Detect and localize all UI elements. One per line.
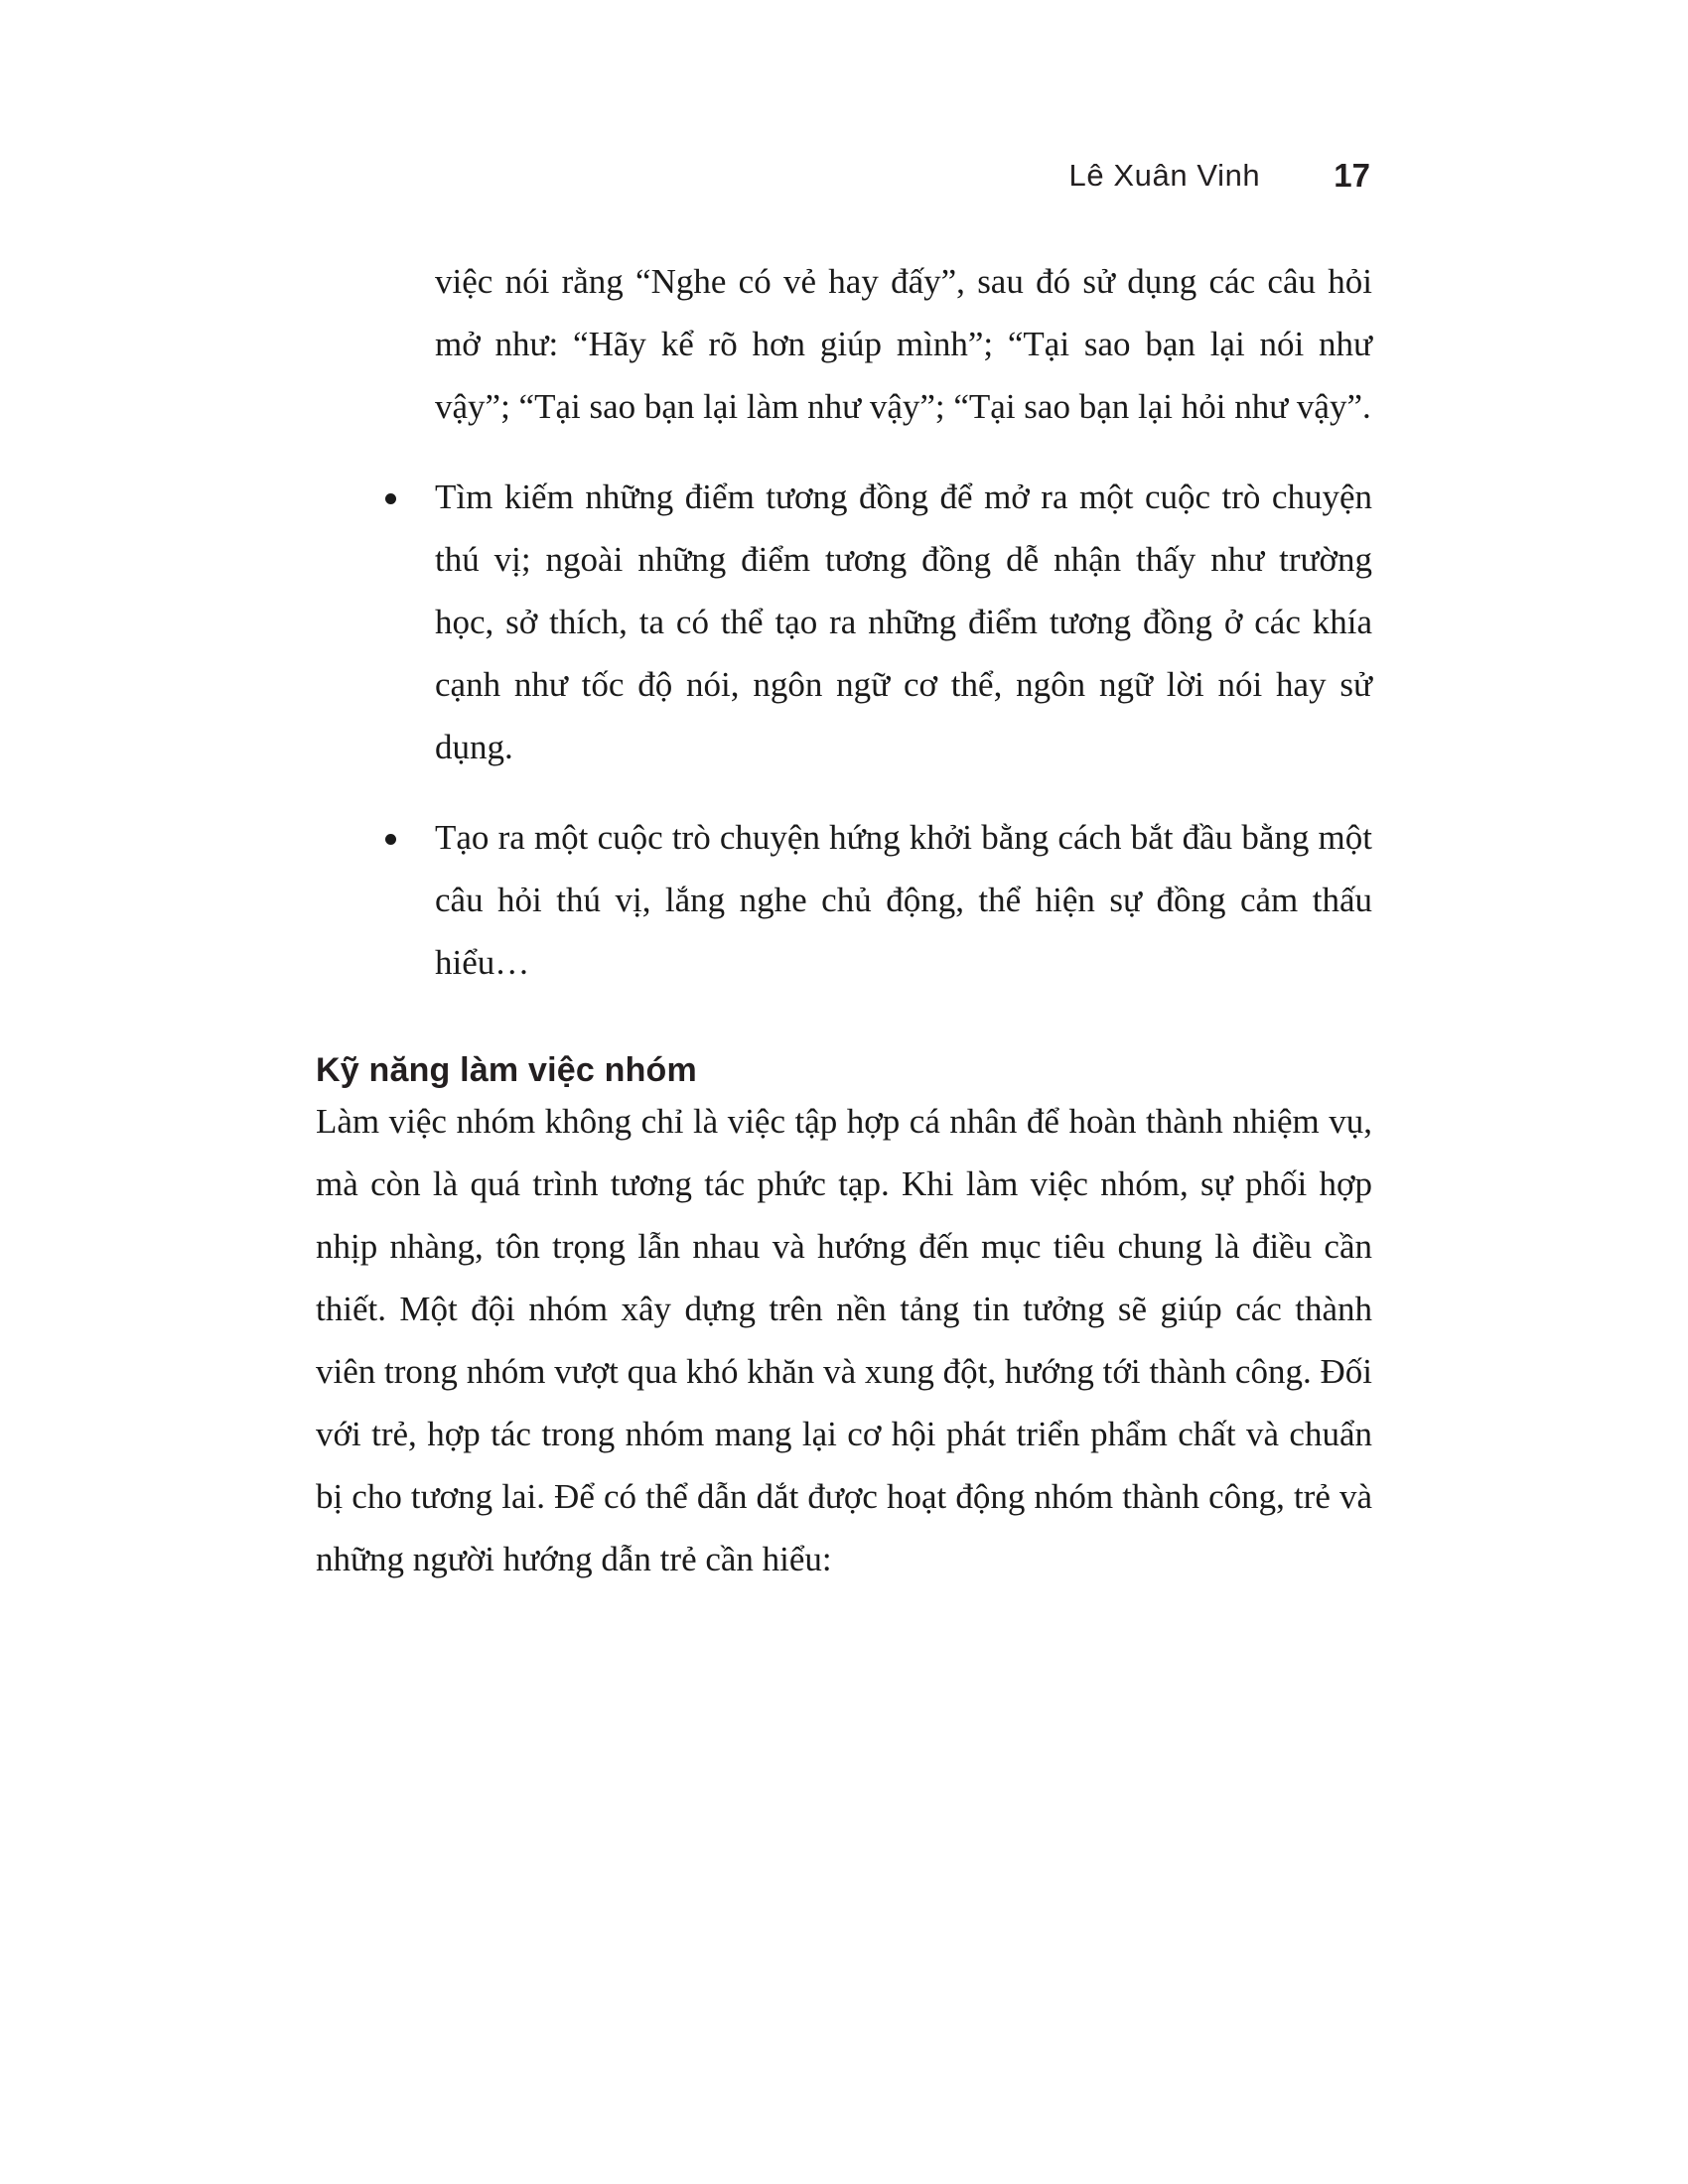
four-pointed-star-icon [1286,165,1308,187]
list-item: Tìm kiếm những điểm tương đồng để mở ra một cuộc trò chuyện thú vị; ngoài những điểm tương đồng dễ nhận thấy như trường học, sở thích, ta có thể tạo ra những điểm tương đồng ở các khía cạnh như tốc độ nói, ngôn ngữ cơ thể, ngôn ngữ lời nói hay sử dụng. [316,466,1372,778]
closing-paragraph: Làm việc nhóm không chỉ là việc tập hợp cá nhân để hoàn thành nhiệm vụ, mà còn là quá trình tương tác phức tạp. Khi làm việc nhóm, sự phối hợp nhịp nhàng, tôn trọng lẫn nhau và hướng đến mục tiêu chung là điều cần thiết. Một đội nhóm xây dựng trên nền tảng tin tưởng sẽ giúp các thành viên trong nhóm vượt qua khó khăn và xung đột, hướng tới thành công. Đối với trẻ, hợp tác trong nhóm mang lại cơ hội phát triển phẩm chất và chuẩn bị cho tương lai. Để có thể dẫn dắt được hoạt động nhóm thành công, trẻ và những người hướng dẫn trẻ cần hiểu: [316,1102,1372,1578]
intro-paragraph: việc nói rằng “Nghe có vẻ hay đấy”, sau đó sử dụng các câu hỏi mở như: “Hãy kể rõ hơn giúp mình”; “Tại sao bạn lại nói như vậy”; “Tại sao bạn lại làm như vậy”; “Tại sao bạn lại hỏi như vậy”. [435,262,1372,426]
text-column [316,250,1372,1590]
section-heading: Kỹ năng làm việc nhóm [316,1051,697,1089]
header-author-name: Lê Xuân Vinh [1068,158,1261,193]
running-header [1068,157,1370,195]
page-number: 17 [1334,157,1370,194]
list-item: Tạo ra một cuộc trò chuyện hứng khởi bằng cách bắt đầu bằng một câu hỏi thú vị, lắng nghe chủ động, thể hiện sự đồng cảm thấu hiểu… [316,806,1372,994]
bullet-list [316,466,1372,994]
